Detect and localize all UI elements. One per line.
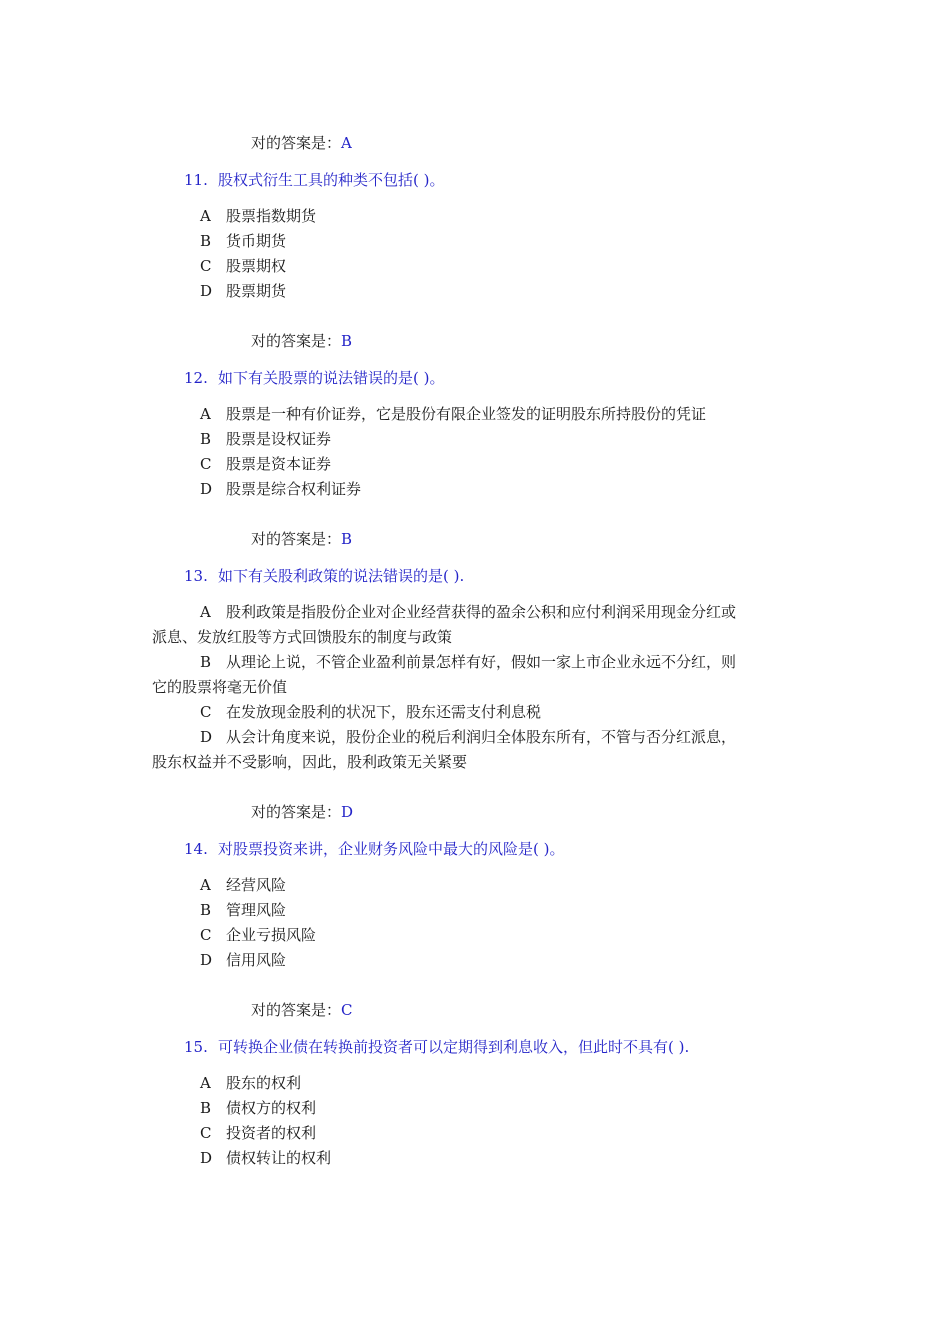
option-letter: A <box>200 405 211 423</box>
answer-value: B <box>341 530 353 548</box>
option-letter: A <box>200 1074 211 1092</box>
question-12 <box>184 367 444 389</box>
question-text: 可转换企业债在转换前投资者可以定期得到利息收入，但此时不具有( ). <box>218 1038 690 1056</box>
option-letter: D <box>200 1149 213 1167</box>
question-number: 11. <box>184 171 208 189</box>
option-text: 股票期货 <box>226 282 287 300</box>
answer-line <box>251 999 353 1021</box>
question-text: 如下有关股票的说法错误的是( )。 <box>218 369 445 387</box>
option-letter: A <box>200 207 211 225</box>
answer-value: A <box>341 134 352 152</box>
option-text: 货币期货 <box>226 232 287 250</box>
option-text: 股票是资本证券 <box>226 455 332 473</box>
option-d <box>200 280 286 302</box>
question-text: 对股票投资来讲，企业财务风险中最大的风险是( )。 <box>218 840 565 858</box>
option-text: 管理风险 <box>226 901 287 919</box>
option-letter: B <box>200 1099 212 1117</box>
answer-label: 对的答案是： <box>251 1001 342 1019</box>
option-text: 经营风险 <box>226 876 287 894</box>
option-d <box>200 1147 331 1169</box>
option-text: 信用风险 <box>226 951 287 969</box>
answer-label: 对的答案是： <box>251 332 342 350</box>
option-b <box>200 1097 316 1119</box>
option-d <box>200 478 361 500</box>
option-c <box>152 700 802 725</box>
option-letter: D <box>200 282 213 300</box>
option-text: 股东的权利 <box>226 1074 302 1092</box>
option-letter: D <box>200 728 213 746</box>
option-a <box>200 403 706 425</box>
option-text-line1: 从理论上说，不管企业盈利前景怎样有好，假如一家上市企业永远不分红，则 <box>226 653 737 671</box>
option-c <box>200 1122 316 1144</box>
option-letter: B <box>200 901 212 919</box>
option-text-line1: 从会计角度来说，股份企业的税后利润归全体股东所有，不管与否分红派息， <box>226 728 737 746</box>
option-text-line2: 股东权益并不受影响，因此，股利政策无关紧要 <box>152 753 468 771</box>
option-text: 股票是一种有价证券，它是股份有限企业签发的证明股东所持股份的凭证 <box>226 405 707 423</box>
option-letter: A <box>200 603 211 621</box>
option-c <box>200 924 316 946</box>
question-number: 15. <box>184 1038 208 1056</box>
option-text-line1: 在发放现金股利的状况下，股东还需支付利息税 <box>226 703 542 721</box>
answer-value: B <box>341 332 353 350</box>
option-letter: C <box>200 703 212 721</box>
answer-line <box>251 528 352 550</box>
option-text: 企业亏损风险 <box>226 926 317 944</box>
question-number: 13. <box>184 567 208 585</box>
option-letter: C <box>200 455 212 473</box>
option-letter: D <box>200 480 213 498</box>
option-b <box>200 428 331 450</box>
answer-label: 对的答案是： <box>251 530 342 548</box>
option-text: 债权方的权利 <box>226 1099 317 1117</box>
answer-line <box>251 801 353 823</box>
option-text: 股票期权 <box>226 257 287 275</box>
option-text-line2: 派息、发放红股等方式回馈股东的制度与政策 <box>152 628 453 646</box>
question-13 <box>184 565 464 587</box>
answer-value: C <box>341 1001 353 1019</box>
option-d <box>200 949 286 971</box>
answer-line <box>251 132 352 154</box>
option-a <box>200 874 286 896</box>
option-c <box>200 255 286 277</box>
option-letter: C <box>200 257 212 275</box>
answer-label: 对的答案是： <box>251 803 342 821</box>
option-text-line1: 股利政策是指股份企业对企业经营获得的盈余公积和应付利润采用现金分红或 <box>226 603 737 621</box>
option-letter: B <box>200 232 212 250</box>
option-letter: B <box>200 430 212 448</box>
option-text-line2: 它的股票将毫无价值 <box>152 678 288 696</box>
option-letter: B <box>200 653 212 671</box>
question-11 <box>184 169 444 191</box>
option-letter: C <box>200 926 212 944</box>
question-number: 12. <box>184 369 208 387</box>
option-b <box>200 230 286 252</box>
option-text: 股票是设权证券 <box>226 430 332 448</box>
answer-label: 对的答案是： <box>251 134 342 152</box>
question-text: 如下有关股利政策的说法错误的是( ). <box>218 567 465 585</box>
option-c <box>200 453 331 475</box>
question-text: 股权式衍生工具的种类不包括( )。 <box>218 171 445 189</box>
option-a <box>200 1072 301 1094</box>
question-14 <box>184 838 564 860</box>
option-text: 债权转让的权利 <box>226 1149 332 1167</box>
option-text: 股票是综合权利证券 <box>226 480 362 498</box>
question-15 <box>184 1036 689 1058</box>
option-letter: A <box>200 876 211 894</box>
option-a <box>200 205 316 227</box>
option-letter: C <box>200 1124 212 1142</box>
option-a <box>152 600 802 650</box>
option-text: 投资者的权利 <box>226 1124 317 1142</box>
answer-value: D <box>341 803 354 821</box>
option-b <box>200 899 286 921</box>
option-letter: D <box>200 951 213 969</box>
question-number: 14. <box>184 840 208 858</box>
option-d <box>152 725 802 775</box>
option-text: 股票指数期货 <box>226 207 317 225</box>
answer-line <box>251 330 352 352</box>
option-b <box>152 650 802 700</box>
